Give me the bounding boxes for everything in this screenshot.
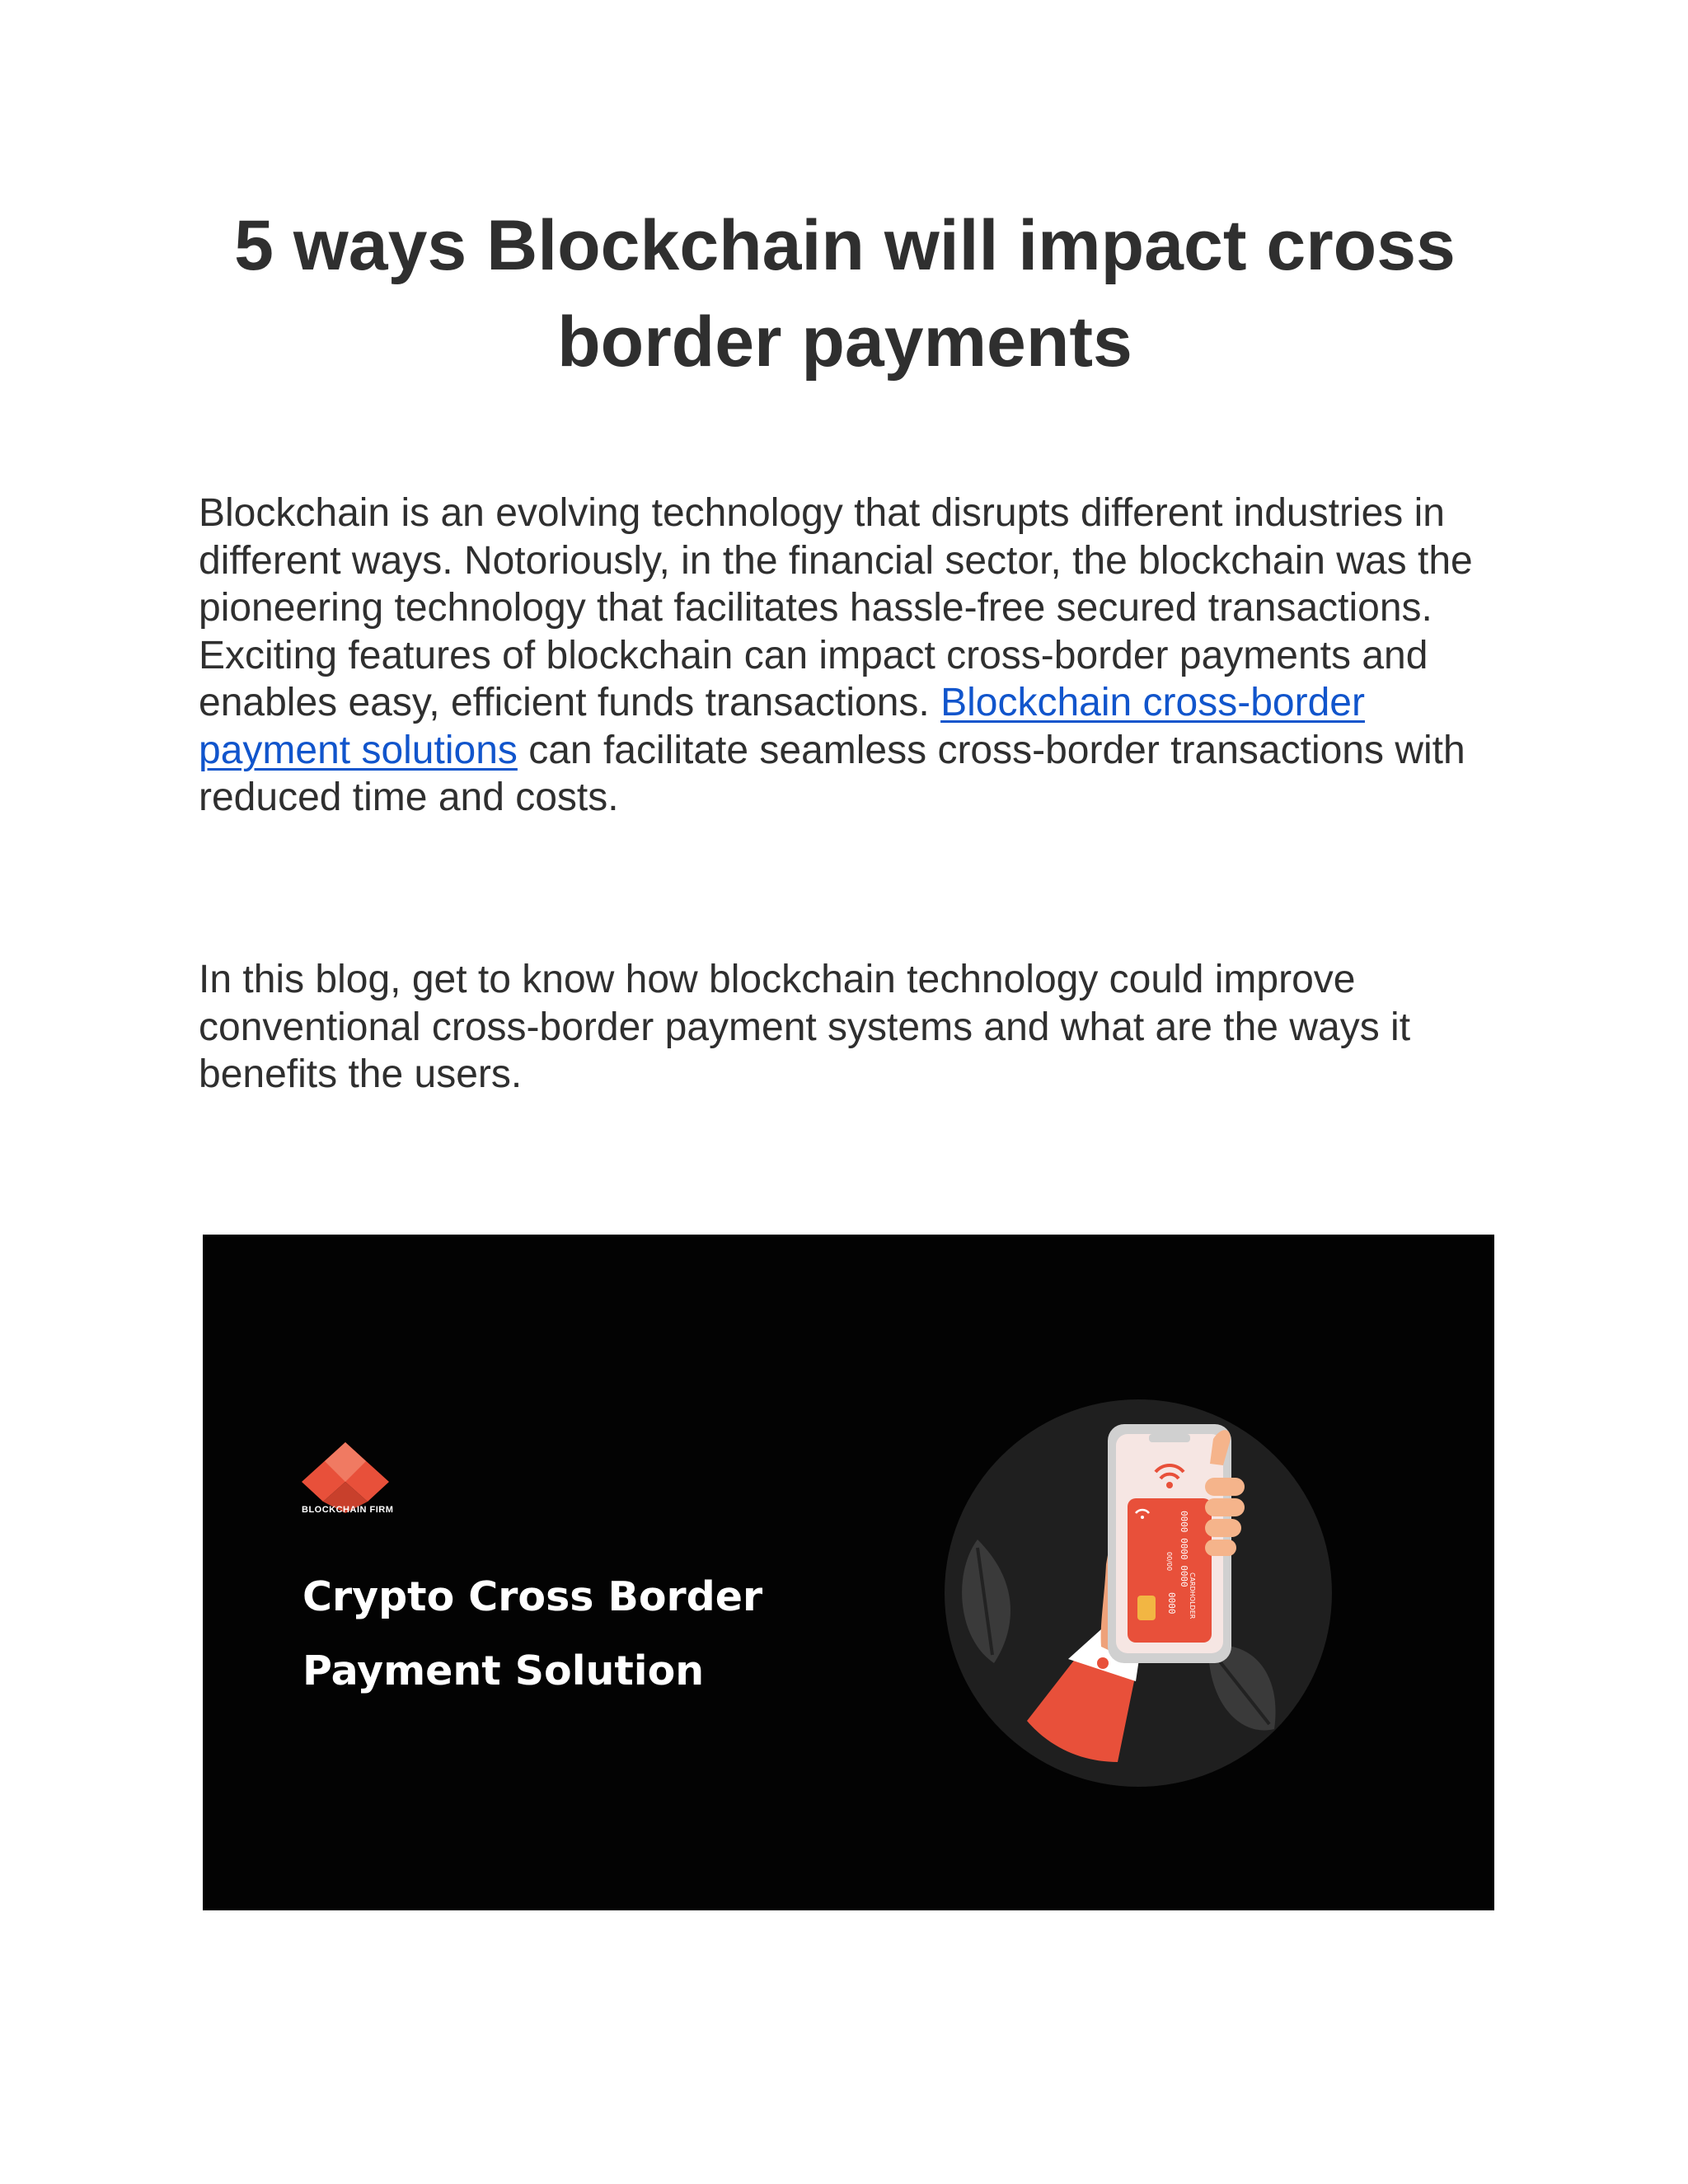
card-chip-icon	[1137, 1596, 1156, 1620]
intro-text-after-link: can facilitate seamless cross-border transactions with reduced time and costs.	[199, 728, 1465, 819]
banner-heading-line-2: Payment Solution	[302, 1647, 705, 1694]
intro-paragraph	[199, 490, 1484, 822]
brand-name: BLOCKCHAIN FIRM	[302, 1505, 394, 1515]
blockchain-payment-solutions-link[interactable]: Blockchain cross-border payment solutions	[199, 681, 1365, 772]
card-number-line-2: 0000	[1166, 1592, 1177, 1615]
card-number-line-1: 0000 0000 0000	[1179, 1511, 1189, 1587]
finger-shape	[1205, 1498, 1245, 1516]
banner-heading	[302, 1560, 879, 1708]
finger-shape	[1205, 1478, 1245, 1496]
finger-shape	[1205, 1540, 1236, 1556]
brand-logo-icon	[300, 1441, 394, 1515]
page-title: 5 ways Blockchain will impact cross border payments	[234, 206, 1456, 382]
banner-heading-line-1: Crypto Cross Border	[302, 1573, 763, 1620]
card-holder-label: CARDHOLDER	[1189, 1572, 1196, 1619]
phone-payment-illustration	[920, 1375, 1348, 1803]
finger-shape	[1205, 1519, 1241, 1537]
blog-intro-paragraph: In this blog, get to know how blockchain technology could improve conventional cross-border payment systems and what are the ways it benefits the users.	[199, 958, 1411, 1096]
banner-image	[203, 1235, 1494, 1910]
card-expiry: 00/00	[1165, 1552, 1173, 1572]
intro-text-before-link: Blockchain is an evolving technology that disrupts different industries in different ways. Notoriously, in the financial sector, the blockchain was the pioneering technology that facilitates hassle-free secured transactions. Exciting features of blockchain can impact cross-border payments and enables easy, efficient funds transactions.	[199, 491, 1473, 724]
